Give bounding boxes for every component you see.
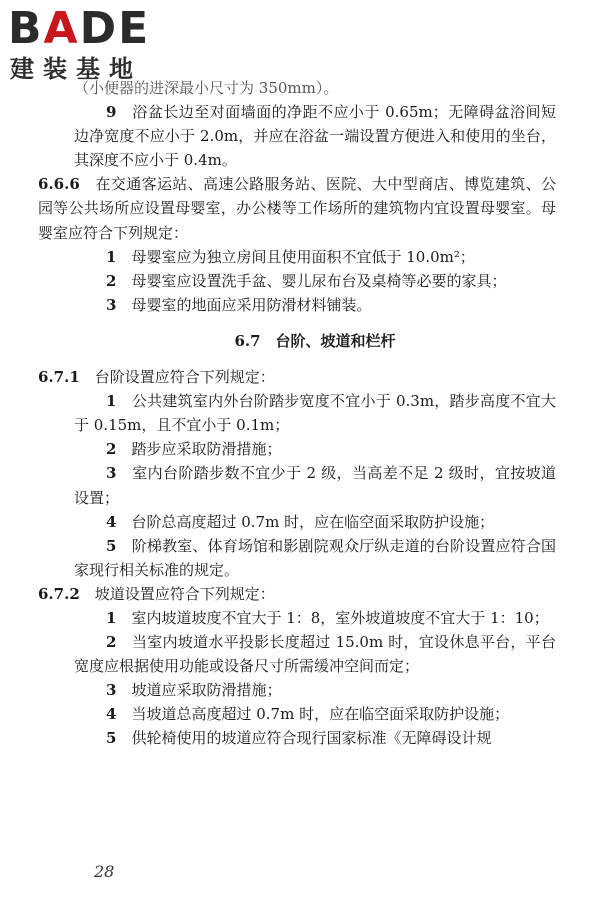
item-number: 5 [106,536,117,555]
clause-number: 6.7.2 [38,584,80,603]
clause-item-2 [74,630,556,678]
paragraph-continuation [74,76,556,100]
item-number: 1 [106,392,117,411]
item-text: 浴盆长边至对面墙面的净距不应小于 0.65m；无障碍盆浴间短边净宽度不应小于 2.0m，并应在浴盆一端设置方便进入和使用的坐台，其深度不应小于 0.4m。 [74,103,556,170]
clause-item-9 [74,100,556,172]
item-text: 室内台阶踏步数不宜少于 2 级，当高差不足 2 级时，宜按坡道设置； [74,464,556,507]
item-number: 3 [106,464,117,483]
item-text: 当室内坡道水平投影长度超过 15.0m 时，宜设休息平台，平台宽度应根据使用功能或设备尺寸所需缓冲空间而定； [74,633,556,676]
clause-6-7-2 [38,582,556,606]
item-number: 4 [106,512,117,531]
clause-item-2 [74,437,556,461]
item-number: 2 [106,633,117,652]
clause-text: 台阶设置应符合下列规定： [94,368,275,387]
clause-item-5 [74,726,556,750]
item-text: 踏步应采取防滑措施； [131,440,282,459]
clause-text: 在交通客运站、高速公路服务站、医院、大中型商店、博览建筑、公园等公共场所应设置母婴室，办公楼等工作场所的建筑物内宜设置母婴室。母婴室应符合下列规定： [38,175,556,242]
item-text: 阶梯教室、体育场馆和影剧院观众厅纵走道的台阶设置应符合国家现行相关标准的规定。 [74,536,556,579]
continuation-text: （小便器的进深最小尺寸为 350mm）。 [74,79,339,97]
item-number: 1 [106,247,117,266]
item-number: 1 [106,608,117,627]
item-number: 3 [106,295,117,314]
item-number: 2 [106,440,117,459]
page-number: 28 [94,862,115,881]
clause-item-5 [74,534,556,582]
item-text: 母婴室的地面应采用防滑材料铺装。 [131,295,372,314]
section-heading-6-7: 6.7 台阶、坡道和栏杆 [234,331,396,350]
clause-item-3 [74,293,556,317]
item-text: 台阶总高度超过 0.7m 时，应在临空面采取防护设施； [131,512,495,531]
item-text: 室内坡道坡度不宜大于 1：8，室外坡道坡度不宜大于 1：10； [131,608,549,627]
logo-wordmark [8,4,150,54]
item-number: 3 [106,681,117,700]
logo-letter-a: A [43,3,80,54]
item-text: 母婴室应为独立房间且使用面积不宜低于 10.0m²； [131,247,475,266]
item-number: 9 [106,103,117,122]
logo-letter-b: B [8,3,44,54]
logo-letters-de: DE [79,3,151,54]
item-number: 4 [106,705,117,724]
clause-item-4 [74,510,556,534]
site-logo [8,4,178,86]
item-text: 坡道应采取防滑措施； [131,681,282,700]
clause-number: 6.6.6 [38,175,80,194]
clause-item-1 [74,606,556,630]
clause-item-2 [74,269,556,293]
item-text: 供轮椅使用的坡道应符合现行国家标准《无障碍设计规 [131,729,492,748]
clause-number: 6.7.1 [38,368,80,387]
clause-item-3 [74,678,556,702]
clause-text: 坡道设置应符合下列规定： [94,584,275,603]
item-text: 当坡道总高度超过 0.7m 时，应在临空面采取防护设施； [131,705,510,724]
item-text: 母婴室应设置洗手盆、婴儿尿布台及桌椅等必要的家具； [131,271,507,290]
clause-item-3 [74,461,556,509]
item-text: 公共建筑室内外台阶踏步宽度不宜小于 0.3m，踏步高度不宜大于 0.15m，且不宜小于 0.1m； [74,392,556,435]
item-number: 2 [106,271,117,290]
clause-item-1 [74,389,556,437]
clause-6-6-6 [38,172,556,244]
logo-subtitle: 建装基地 [10,55,142,83]
clause-item-1 [74,245,556,269]
clause-6-7-1 [38,365,556,389]
item-number: 5 [106,729,117,748]
document-body [38,76,556,751]
clause-item-4 [74,702,556,726]
